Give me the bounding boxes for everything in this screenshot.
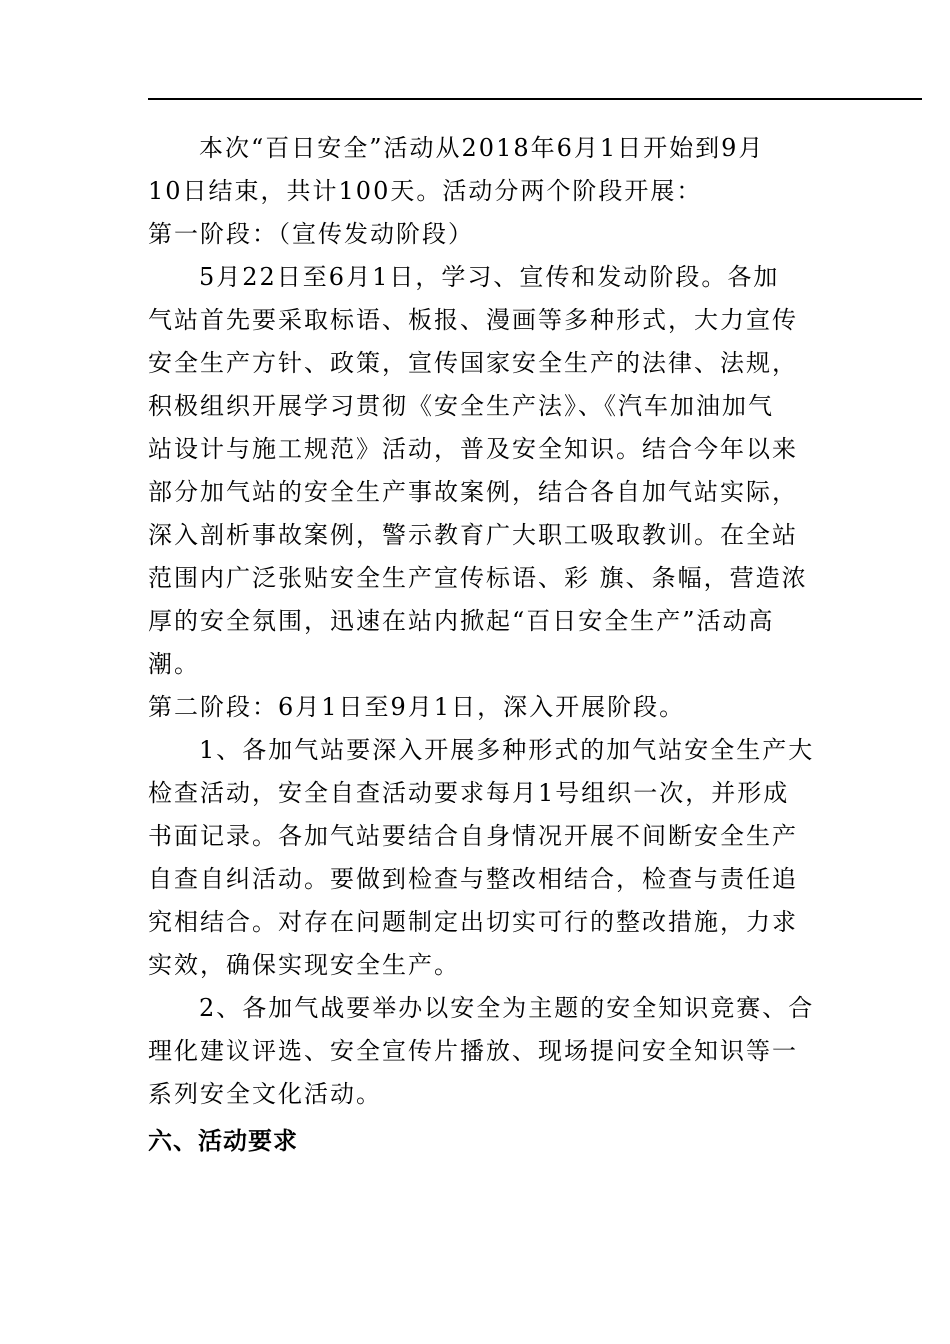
- paragraph-line: 1、各加气站要深入开展多种形式的加气站安全生产大: [199, 736, 815, 764]
- paragraph-line: 5月22日至6月1日，学习、宣传和发动阶段。各加: [199, 263, 780, 291]
- paragraph-line: 潮。: [148, 650, 200, 678]
- paragraph-line: 理化建议评选、安全宣传片播放、现场提问安全知识等一: [148, 1037, 798, 1065]
- paragraph-line: 2、各加气战要举办以安全为主题的安全知识竞赛、合: [199, 994, 815, 1022]
- paragraph-line: 范围内广泛张贴安全生产宣传标语、彩 旗、条幅，营造浓: [148, 564, 808, 592]
- paragraph-line: 安全生产方针、政策，宣传国家安全生产的法律、法规，: [148, 349, 798, 377]
- paragraph-line: 系列安全文化活动。: [148, 1080, 382, 1108]
- paragraph-line: 站设计与施工规范》活动，普及安全知识。结合今年以来: [148, 435, 798, 463]
- paragraph-line: 书面记录。各加气站要结合自身情况开展不间断安全生产: [148, 822, 798, 850]
- section-heading: 六、活动要求: [148, 1127, 298, 1155]
- paragraph-line: 厚的安全氛围，迅速在站内掀起“百日安全生产”活动高: [148, 607, 775, 635]
- section-label: 第一阶段：（宣传发动阶段）: [148, 220, 474, 248]
- paragraph-line: 气站首先要采取标语、板报、漫画等多种形式，大力宣传: [148, 306, 798, 334]
- paragraph-line: 积极组织开展学习贯彻《安全生产法》、《汽车加油加气: [148, 392, 774, 420]
- paragraph-line: 本次“百日安全”活动从2018年6月1日开始到9月: [199, 134, 765, 162]
- section-label: 第二阶段：6月1日至9月1日，深入开展阶段。: [148, 693, 686, 721]
- paragraph-line: 10日结束，共计100天。活动分两个阶段开展：: [148, 177, 703, 205]
- header-rule: [148, 98, 922, 100]
- paragraph-line: 自查自纠活动。要做到检查与整改相结合，检查与责任追: [148, 865, 798, 893]
- paragraph-line: 检查活动，安全自查活动要求每月1号组织一次，并形成: [148, 779, 790, 807]
- paragraph-line: 实效，确保实现安全生产。: [148, 951, 460, 979]
- paragraph-line: 深入剖析事故案例，警示教育广大职工吸取教训。在全站: [148, 521, 798, 549]
- paragraph-line: 究相结合。对存在问题制定出切实可行的整改措施，力求: [148, 908, 798, 936]
- paragraph-line: 部分加气站的安全生产事故案例，结合各自加气站实际，: [148, 478, 798, 506]
